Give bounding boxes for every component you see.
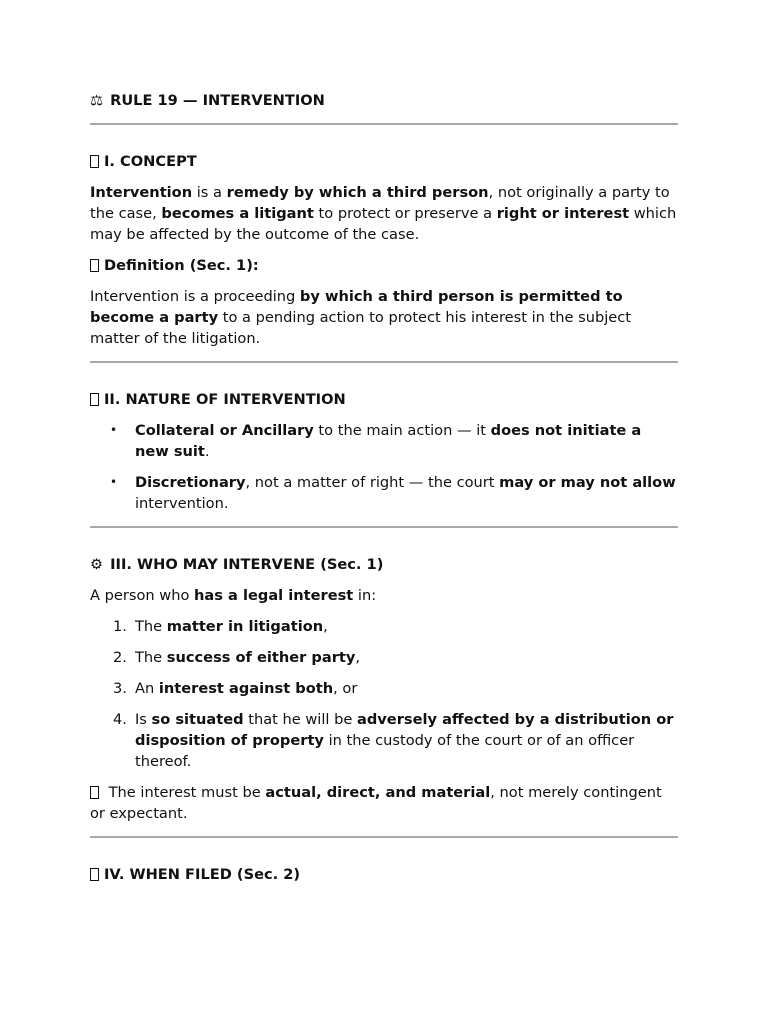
- section-heading-who: ⚙ III. WHO MAY INTERVENE (Sec. 1): [90, 556, 384, 573]
- divider: [90, 526, 678, 528]
- list-item: 3. An interest against both, or: [113, 680, 358, 697]
- box-icon: [90, 786, 99, 799]
- document-title-text: RULE 19 — INTERVENTION: [110, 92, 325, 109]
- section-heading-nature: II. NATURE OF INTERVENTION: [90, 389, 678, 410]
- scales-icon: ⚖: [90, 92, 104, 109]
- divider: [90, 361, 678, 363]
- section-who-may-intervene: [90, 554, 678, 824]
- nature-list: [90, 420, 678, 514]
- concept-paragraph: Intervention is a remedy by which a third person, not originally a party to the case, becomes a litigant to protect or preserve a right or interest which may be affected by the outcome of the case.: [90, 184, 677, 243]
- section-nature: [90, 389, 678, 514]
- list-item: 1. The matter in litigation,: [113, 618, 328, 635]
- definition-paragraph: Intervention is a proceeding by which a third person is permitted to become a party to a pending action to protect his interest in the subject matter of the litigation.: [90, 288, 632, 347]
- document-title: [90, 90, 678, 111]
- bullet-icon: •: [110, 475, 118, 489]
- bullet-icon: •: [110, 423, 118, 437]
- section-concept: [90, 151, 678, 349]
- box-icon: [90, 868, 99, 881]
- list-item: • Discretionary, not a matter of right — the court may or may not allow intervention.: [110, 474, 676, 512]
- interest-note: The interest must be actual, direct, and material, not merely contingent or expectant.: [90, 784, 662, 822]
- divider: [90, 123, 678, 125]
- box-icon: [90, 393, 99, 406]
- who-list: [90, 616, 678, 772]
- who-intro: A person who has a legal interest in:: [90, 587, 377, 604]
- document-page: [90, 90, 678, 895]
- list-item: 4. Is so situated that he will be adversely affected by a distribution or disposition of property in the custody of the court or of an officer thereof.: [113, 711, 674, 770]
- section-heading-when: IV. WHEN FILED (Sec. 2): [90, 864, 678, 885]
- gear-icon: ⚙: [90, 556, 104, 573]
- list-item: • Collateral or Ancillary to the main action — it does not initiate a new suit.: [110, 422, 642, 460]
- definition-heading: Definition (Sec. 1):: [90, 255, 678, 276]
- box-icon: [90, 259, 99, 272]
- list-item: 2. The success of either party,: [113, 649, 361, 666]
- section-when-filed: [90, 864, 678, 885]
- section-heading-concept: I. CONCEPT: [90, 151, 678, 172]
- box-icon: [90, 155, 99, 168]
- divider: [90, 836, 678, 838]
